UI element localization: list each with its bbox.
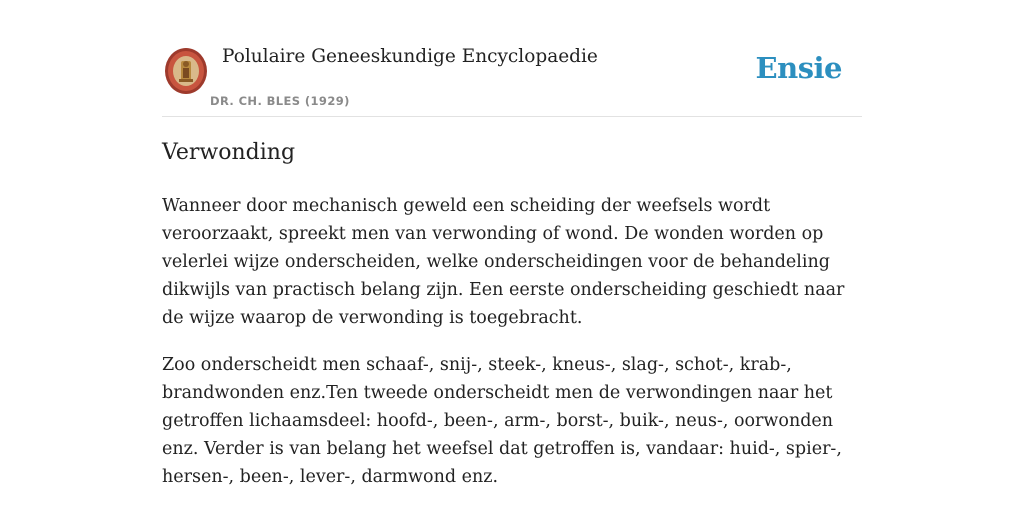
article-paragraph: Wanneer door mechanisch geweld een scheiding der weefsels wordt veroorzaakt, spreekt men van verwonding of wond. De wonden worden op velerlei wijze onderscheiden, welke onderscheidingen voor de behandeling dikwijls van practisch belang zijn. Een eerste onderscheiding geschiedt naar de wijze waarop de verwonding is toegebracht. (162, 196, 845, 328)
page (162, 0, 862, 487)
header (162, 0, 862, 117)
article-paragraph: Zoo onderscheidt men schaaf-, snij-, steek-, kneus-, slag-, schot-, krab-, brandwonden enz.Ten tweede onderscheidt men de verwondingen naar het getroffen lichaamsdeel: hoofd-, been-, arm-, borst-, buik-, neus-, oorwonden enz. Verder is van belang het weefsel dat getroffen is, vandaar: huid-, spier-, hersen-, been-, lever-, darmwond enz. (162, 355, 842, 487)
book-author: DR. CH. BLES (1929) (210, 94, 350, 108)
ensie-logo[interactable]: Ensie (755, 51, 842, 85)
book-title[interactable]: Polulaire Geneeskundige Encyclopaedie (222, 46, 598, 67)
encyclopedia-crest-icon[interactable] (164, 47, 208, 95)
article-title: Verwonding (162, 140, 296, 165)
